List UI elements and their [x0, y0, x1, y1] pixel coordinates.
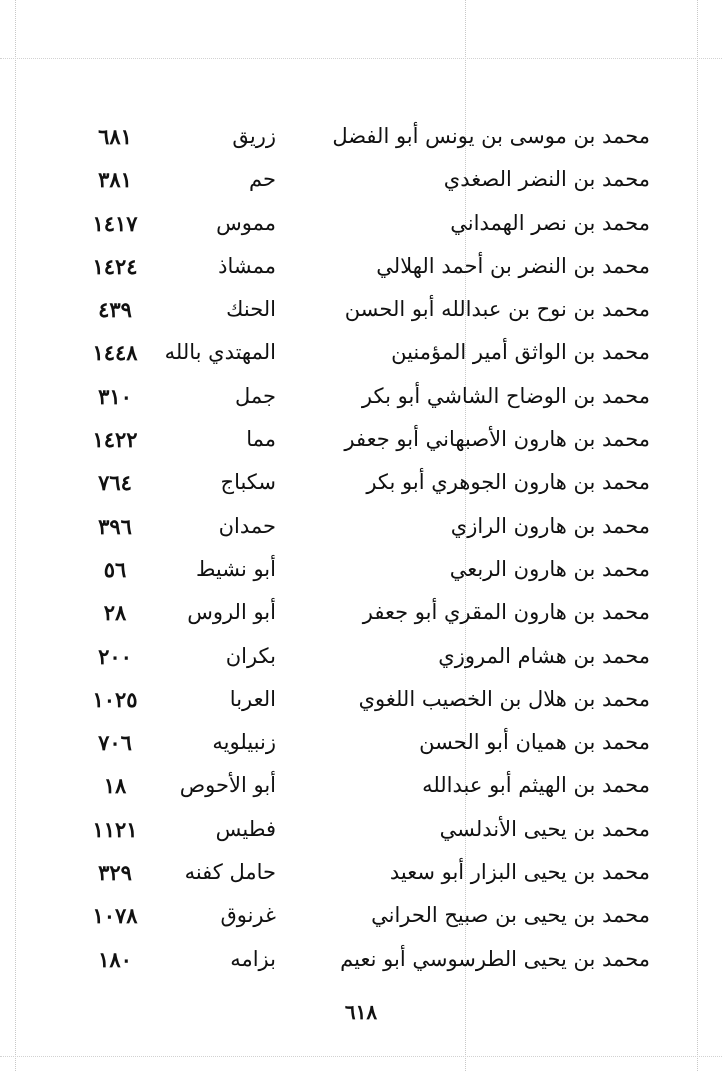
list-item	[70, 894, 660, 937]
list-item	[70, 591, 660, 634]
entry-nickname: ممشاذ	[218, 253, 276, 278]
entry-number: ٢٨	[103, 600, 127, 626]
entry-nickname: المهتدي بالله	[164, 340, 276, 365]
entry-number: ١٨٠	[98, 946, 132, 972]
entry-name: محمد بن الواثق أمير المؤمنين	[391, 340, 650, 365]
entry-name: محمد بن نوح بن عبدالله أبو الحسن	[344, 297, 650, 322]
entry-number: ٧٠٦	[98, 730, 132, 756]
entry-name: محمد بن الهيثم أبو عبدالله	[422, 773, 650, 798]
list-item	[70, 331, 660, 374]
list-item	[70, 245, 660, 288]
entry-nickname: أبو الروس	[187, 600, 276, 625]
entry-number: ١١٢١	[92, 816, 138, 842]
list-item	[70, 202, 660, 245]
entry-nickname: حم	[249, 167, 276, 192]
entry-number: ٥٦	[103, 556, 127, 582]
list-item	[70, 678, 660, 721]
entry-list	[70, 115, 660, 981]
page-number: ٦١٨	[344, 1000, 378, 1024]
entry-number: ٣٢٩	[98, 860, 132, 886]
list-item	[70, 461, 660, 504]
entry-name: محمد بن النضر الصغدي	[443, 167, 650, 192]
entry-nickname: سكباج	[220, 470, 276, 495]
entry-nickname: حامل كفنه	[184, 860, 276, 885]
entry-nickname: حمدان	[218, 513, 276, 538]
entry-number: ٧٦٤	[98, 470, 132, 496]
entry-nickname: العربا	[229, 686, 276, 711]
entry-name: محمد بن يحيى البزار أبو سعيد	[389, 860, 650, 885]
entry-number: ٣٨١	[98, 167, 132, 193]
list-item	[70, 721, 660, 764]
entry-nickname: مموس	[216, 210, 276, 235]
entry-number: ١٠٢٥	[92, 686, 138, 712]
entry-number: ١٨	[103, 773, 127, 799]
entry-name: محمد بن هميان أبو الحسن	[419, 730, 650, 755]
list-item	[70, 938, 660, 981]
list-item	[70, 548, 660, 591]
list-item	[70, 635, 660, 678]
entry-number: ٣٩٦	[98, 513, 132, 539]
entry-name: محمد بن النضر بن أحمد الهلالي	[376, 253, 650, 278]
entry-nickname: زنبيلويه	[212, 730, 276, 755]
entry-name: محمد بن هشام المروزي	[438, 643, 650, 668]
entry-number: ١٤٢٤	[92, 253, 138, 279]
entry-name: محمد بن هارون الأصبهاني أبو جعفر	[344, 427, 650, 452]
entry-number: ٢٠٠	[98, 643, 132, 669]
entry-name: محمد بن يحيى الطرسوسي أبو نعيم	[340, 946, 650, 971]
entry-number: ٤٣٩	[98, 297, 132, 323]
entry-nickname: جمل	[234, 383, 276, 408]
entry-name: محمد بن هلال بن الخصيب اللغوي	[358, 686, 650, 711]
list-item	[70, 158, 660, 201]
list-item	[70, 764, 660, 807]
entry-nickname: زريق	[232, 124, 276, 148]
entry-number: ٦٨١	[98, 124, 132, 149]
entry-name: محمد بن هارون الجوهري أبو بكر	[366, 470, 650, 495]
list-item	[70, 505, 660, 548]
entry-number: ١٤١٧	[92, 210, 138, 236]
list-item	[70, 115, 660, 158]
entry-nickname: فطيس	[215, 816, 276, 841]
entry-name: محمد بن هارون الربعي	[449, 556, 650, 581]
entry-name: محمد بن الوضاح الشاشي أبو بكر	[361, 383, 650, 408]
entry-name: محمد بن هارون المقري أبو جعفر	[362, 600, 650, 625]
entry-nickname: بزامه	[230, 946, 276, 971]
entry-number: ١٤٢٢	[92, 427, 138, 453]
entry-number: ١٤٤٨	[92, 340, 138, 366]
entry-name: محمد بن هارون الرازي	[450, 513, 650, 538]
entry-number: ٣١٠	[98, 383, 132, 409]
scan-artifact	[0, 1056, 722, 1057]
entry-nickname: أبو نشيط	[195, 556, 276, 581]
entry-nickname: أبو الأحوص	[179, 773, 276, 798]
entry-nickname: مما	[246, 427, 276, 452]
entry-nickname: بكران	[225, 643, 276, 668]
scan-artifact	[15, 0, 16, 1071]
list-item	[70, 418, 660, 461]
list-item	[70, 808, 660, 851]
entry-name: محمد بن يحيى بن صبيح الحراني	[371, 903, 650, 928]
list-item	[70, 375, 660, 418]
scan-artifact	[0, 58, 722, 59]
scan-artifact	[697, 0, 698, 1071]
entry-name: محمد بن موسى بن يونس أبو الفضل	[332, 124, 650, 148]
entry-name: محمد بن نصر الهمداني	[450, 210, 650, 235]
entry-name: محمد بن يحيى الأندلسي	[439, 816, 650, 841]
list-item	[70, 288, 660, 331]
list-item	[70, 851, 660, 894]
entry-number: ١٠٧٨	[92, 903, 138, 929]
entry-nickname: الحنك	[226, 297, 276, 322]
entry-nickname: غرنوق	[220, 903, 276, 928]
